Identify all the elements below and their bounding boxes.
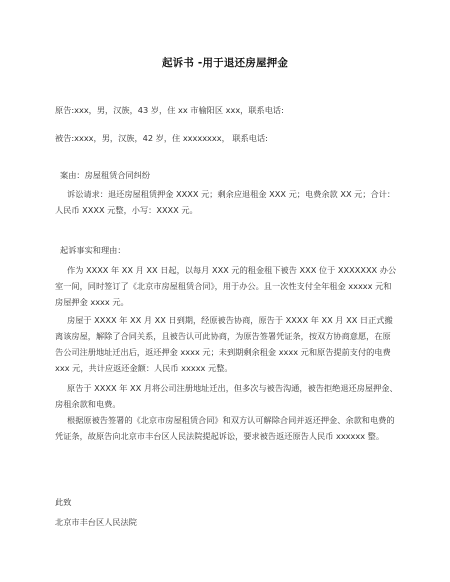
document-title: 起诉书 -用于退还房屋押金	[161, 57, 289, 69]
defendant-info: 被告:xxxx，男，汉族，42 岁，住 xxxxxxxx， 联系电话:	[55, 133, 268, 143]
plaintiff-info: 原告:xxx，男，汉族，43 岁，住 xx 市榆阳区 xxx，联系电话:	[55, 105, 284, 115]
facts-paragraph-1: 作为 XXXX 年 XX 月 XX 日起，以每月 XXX 元的租金租下被告 XXX 位于 XXXXXXX 办公室一间，同时签订了《北京市房屋租赁合同》，用于办公。且一次性支付全年租金 xxxxx 元和房屋押金 xxxx 元。	[55, 265, 397, 307]
facts-heading: 起诉事实和理由：	[60, 245, 126, 255]
claims-paragraph: 诉讼请求：退还房屋租赁押金 XXXX 元；剩余应退租金 XXX 元；电费余款 XX 元；合计：人民币 XXXX 元整，小写：XXXX 元。	[55, 189, 396, 215]
facts-paragraph-4: 根据原被告签署的《北京市房屋租赁合同》和双方认可解除合同并返还押金、余款和电费的凭证条，故原告向北京市丰台区人民法院提起诉讼，要求被告返还原告人民币 xxxxxx 整。	[55, 415, 395, 441]
closing-salutation: 此致	[55, 497, 72, 507]
facts-paragraph-2: 房屋于 XXXX 年 XX 月 XX 日到期，经原被告协商，原告于 XXXX 年 XX 月 XX 日正式搬离该房屋，解除了合同关系，且被告认可此协商，为原告签署凭证条，按双方协商意愿，在原告公司注册地址迁出后，返还押金 xxxx 元；未到期剩余租金 xxxx 元和原告提前支付的电费 xxx 元，共计应返还金额：人民币 xxxxx 元整。	[55, 315, 393, 373]
court-name: 北京市丰台区人民法院	[55, 517, 137, 527]
facts-paragraph-3: 原告于 XXXX 年 XX 月将公司注册地址迁出，但多次与被告沟通，被告拒绝退还房屋押金、房租余款和电费。	[55, 383, 398, 409]
case-cause: 案由：房屋租赁合同纠纷	[60, 170, 151, 180]
